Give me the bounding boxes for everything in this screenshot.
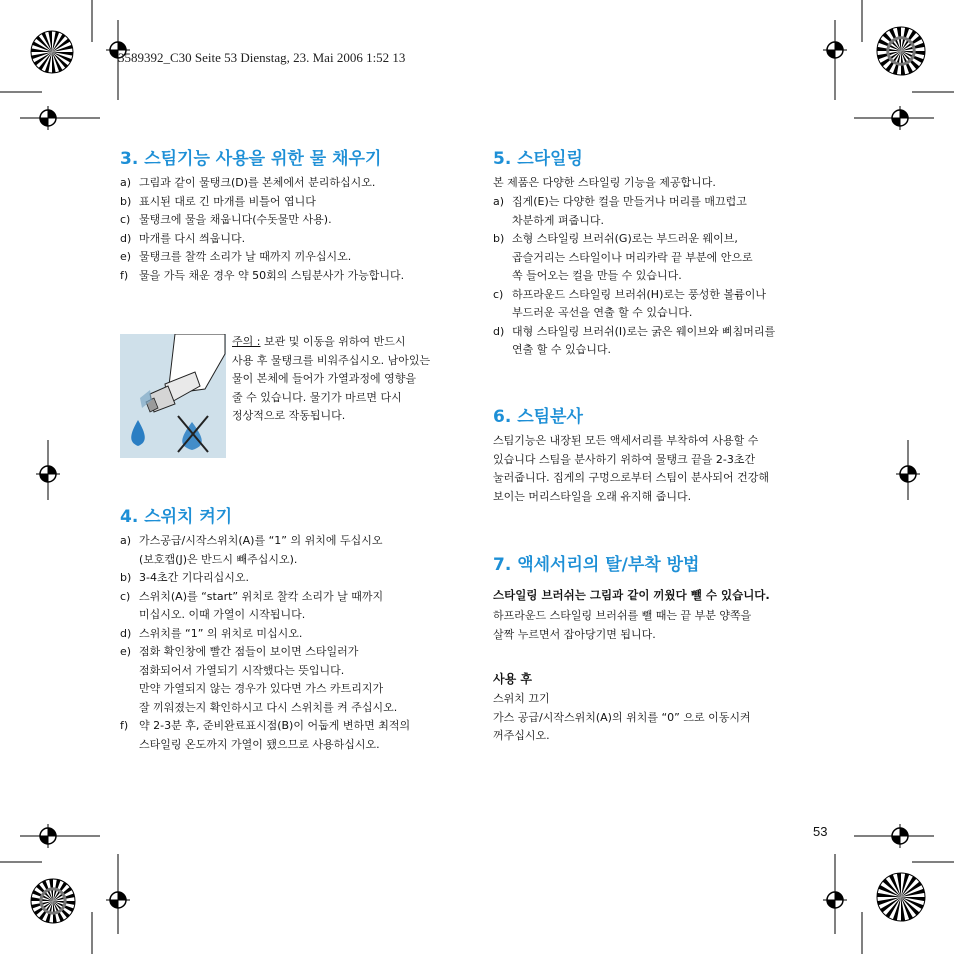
starburst-icon [876,872,926,922]
registration-target-icon [106,888,130,912]
item-text: 연출 할 수 있습니다. [512,343,611,356]
registration-target-icon [888,824,912,848]
notice-line-text: 보관 및 이동을 위하여 반드시 [260,335,406,348]
item-label [120,606,139,625]
print-header: 3589392_C30 Seite 53 Dienstag, 23. Mai 2006 1:52 13 [118,50,406,65]
registration-target-icon [888,106,912,130]
item-label [493,267,512,286]
item-label [120,662,139,681]
item-text: 스위치를 “1” 의 위치로 미십시오. [139,626,303,640]
list-item [120,699,410,718]
item-label [120,551,139,570]
item-text: 쏙 들어오는 컬을 만들 수 있습니다. [512,269,682,282]
item-text: 집게(E)는 다양한 컬을 만들거나 머리를 매끄럽고 [512,195,747,208]
item-text: (보호캡(J)은 반드시 빼주십시오). [139,552,298,566]
notice-line-text: 줄 수 있습니다. 물기가 마르면 다시 [232,390,402,404]
list-item [120,248,404,267]
list-item [120,532,410,551]
notice-label: 주의 : [232,335,261,348]
section3-title: 3. 스팀기능 사용을 위한 물 채우기 [120,149,382,169]
registration-target-icon [36,824,60,848]
item-text: 소형 스타일링 브러쉬(G)로는 부드러운 웨이브, [512,232,738,245]
list-item [493,323,775,342]
item-label: a) [120,176,132,189]
notice-line [232,333,430,352]
item-label: a) [120,534,132,547]
notice-line [232,407,430,426]
list-item [120,680,410,699]
section7-bold-line: 스타일링 브러쉬는 그림과 같이 끼웠다 뺄 수 있습니다. [493,588,770,602]
text-line: 보이는 머리스타일을 오래 유지해 줍니다. [493,489,692,503]
list-item [120,643,410,662]
list-item [120,736,410,755]
notice-line [232,352,430,371]
section5-title: 5. 스타일링 [493,149,583,169]
section6-body [493,432,769,506]
item-label: d) [120,231,132,245]
notice-line-text: 정상적으로 작동됩니다. [232,409,346,422]
notice-line-text: 사용 후 물탱크를 비워주십시오. 남아있는 [232,353,431,367]
item-label [493,304,512,323]
item-label: f) [120,268,129,282]
notice-line [232,370,430,389]
registration-target-icon [823,888,847,912]
item-text: 점화 확인창에 빨간 점들이 보이면 스타일러가 [139,645,359,658]
starburst-icon [876,26,926,76]
item-label [120,680,139,699]
list-item [120,717,410,736]
list-item [120,174,404,193]
list-item [120,606,410,625]
list-item [120,211,404,230]
section4-list [120,532,410,754]
item-text: 물을 가득 채운 경우 약 50회의 스팀분사가 가능합니다. [139,268,405,282]
item-label: c) [120,589,131,603]
registration-target-icon [823,38,847,62]
text-line: 살짝 누르면서 잡아당기면 됩니다. [493,627,656,641]
item-text: 그림과 같이 물탱크(D)를 본체에서 분리하십시오. [139,176,376,189]
item-label: b) [120,571,132,584]
list-item [493,304,775,323]
page-number: 53 [813,824,828,839]
list-item [493,193,775,212]
starburst-icon [30,878,76,924]
item-text: 물탱크에 물을 채웁니다(수돗물만 사용). [139,213,332,226]
item-label [493,249,512,268]
item-text: 스위치(A)를 “start” 위치로 찰칵 소리가 날 때까지 [139,589,384,603]
section5-intro: 본 제품은 다양한 스타일링 기능을 제공합니다. [493,176,716,189]
item-text: 표시된 대로 긴 마개를 비틀어 엽니다 [139,194,316,208]
item-text: 점화되어서 가열되기 시작했다는 뜻입니다. [139,663,345,677]
section7-title: 7. 액세서리의 탈/부착 방법 [493,555,700,575]
item-text: 잘 끼워졌는지 확인하시고 다시 스위치를 켜 주십시오. [139,700,398,714]
list-item [493,267,775,286]
list-item [120,625,410,644]
text-line: 하프라운드 스타일링 브러쉬를 뺄 때는 끝 부분 양쪽을 [493,609,752,622]
list-item [493,286,775,305]
list-item [493,212,775,231]
registration-target-icon [36,462,60,486]
item-text: 3-4초간 기다리십시오. [139,571,249,584]
item-label [120,736,139,755]
list-item [120,588,410,607]
text-line: 눌러줍니다. 집게의 구멍으로부터 스팀이 분사되어 건강해 [493,471,770,484]
list-item [120,662,410,681]
section5-list [493,193,775,360]
list-item [493,249,775,268]
registration-target-icon [896,462,920,486]
item-label: c) [493,287,504,301]
section7-body [493,607,751,644]
section3-list [120,174,404,285]
item-text: 스타일링 온도까지 가열이 됐으므로 사용하십시오. [139,737,380,751]
item-label: e) [120,645,132,658]
section6-title: 6. 스팀분사 [493,407,583,427]
item-label [120,699,139,718]
notice-line [232,389,430,408]
item-label: d) [120,626,132,640]
after-use-heading: 사용 후 [493,672,532,686]
item-label: f) [120,719,129,732]
text-line: 스팀기능은 내장된 모든 액세서리를 부착하여 사용할 수 [493,434,759,447]
starburst-icon [30,30,74,74]
list-item [120,193,404,212]
item-text: 물탱크를 찰깍 소리가 날 때까지 끼우십시오. [139,250,352,263]
item-text: 만약 가열되지 않는 경우가 있다면 가스 카트리지가 [139,682,384,695]
text-line: 꺼주십시오. [493,729,550,742]
item-text: 부드러운 곡선을 연출 할 수 있습니다. [512,306,693,319]
list-item [493,230,775,249]
list-item [120,230,404,249]
item-label: a) [493,195,505,208]
item-text: 하프라운드 스타일링 브러쉬(H)로는 풍성한 볼륨이나 [512,287,766,301]
item-label: b) [120,194,132,208]
item-text: 가스공급/시작스위치(A)를 “1” 의 위치에 두십시오 [139,534,383,547]
item-label [493,341,512,360]
item-label [493,212,512,231]
item-text: 약 2-3분 후, 준비완료표시점(B)이 어둡게 변하면 최적의 [139,719,411,732]
notice-line-text: 물이 본체에 들어가 가열과정에 영향을 [232,372,417,385]
list-item [120,569,410,588]
item-text: 곱슬거리는 스타일이나 머리카락 끝 부분에 안으로 [512,250,753,264]
registration-target-icon [36,106,60,130]
list-item [120,551,410,570]
text-line: 가스 공급/시작스위치(A)의 위치를 “0” 으로 이동시켜 [493,710,751,724]
after-use-body [493,690,751,746]
list-item [493,341,775,360]
section4-title: 4. 스위치 켜기 [120,507,233,527]
item-text: 대형 스타일링 브러쉬(I)로는 굵은 웨이브와 삐침머리를 [512,324,776,338]
text-line: 스위치 끄기 [493,692,550,705]
notice-text [232,333,430,426]
item-label: d) [493,324,505,338]
water-tank-illustration [120,334,226,458]
text-line: 있습니다 스팀을 분사하기 위하여 물탱크 끝을 2-3초간 [493,452,756,466]
item-text: 차분하게 펴줍니다. [512,213,605,227]
list-item [120,267,404,286]
item-label: c) [120,213,131,226]
item-text: 미십시오. 이때 가열이 시작됩니다. [139,608,306,621]
item-text: 마개를 다시 씌웁니다. [139,231,246,245]
item-label: e) [120,250,132,263]
item-label: b) [493,232,505,245]
